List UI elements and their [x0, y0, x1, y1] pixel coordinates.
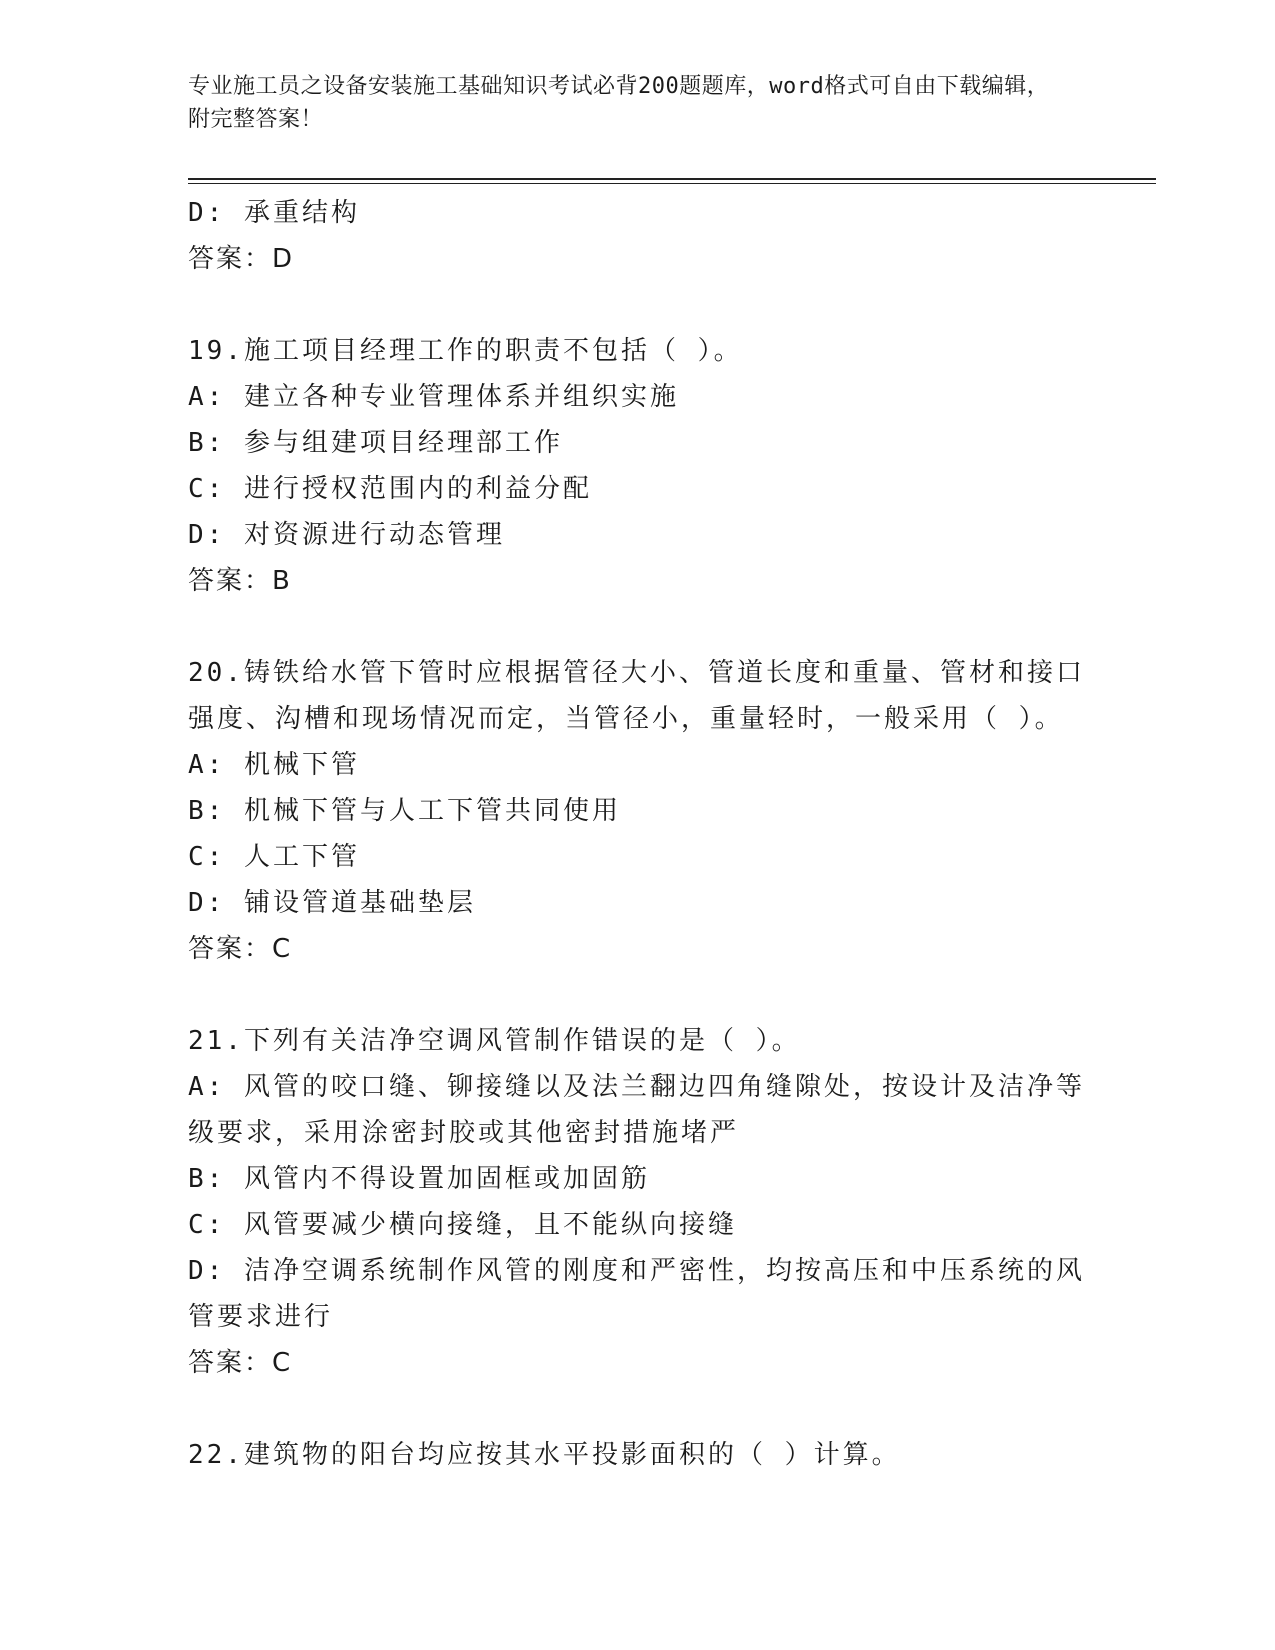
question-content: [188, 190, 1088, 1478]
spacer: [188, 1386, 1088, 1432]
question-line: 19.施工项目经理工作的职责不包括（ ）。: [188, 336, 743, 366]
answer-line: 答案：C: [188, 1348, 293, 1378]
option-line: D: 承重结构: [188, 198, 360, 228]
header-text: 专业施工员之设备安装施工基础知识考试必背200题题库，word格式可自由下载编辑，附完整答案！: [188, 74, 1050, 132]
document-header: [188, 70, 1068, 136]
option-line: D: 对资源进行动态管理: [188, 520, 505, 550]
option-line: C: 风管要减少横向接缝，且不能纵向接缝: [188, 1210, 737, 1240]
option-line: C: 人工下管: [188, 842, 360, 872]
option-line: A: 建立各种专业管理体系并组织实施: [188, 382, 679, 412]
question-line: 22.建筑物的阳台均应按其水平投影面积的（ ）计算。: [188, 1440, 901, 1470]
question-line: 21.下列有关洁净空调风管制作错误的是（ ）。: [188, 1026, 801, 1056]
spacer: [188, 972, 1088, 1018]
option-line: D: 洁净空调系统制作风管的刚度和严密性，均按高压和中压系统的风管要求进行: [188, 1256, 1085, 1332]
option-line: D: 铺设管道基础垫层: [188, 888, 476, 918]
option-line: C: 进行授权范围内的利益分配: [188, 474, 592, 504]
option-line: B: 机械下管与人工下管共同使用: [188, 796, 621, 826]
answer-line: 答案：B: [188, 566, 292, 596]
header-rule-thick: [188, 178, 1156, 180]
question-line: 20.铸铁给水管下管时应根据管径大小、管道长度和重量、管材和接口强度、沟槽和现场情况而定，当管径小，重量轻时，一般采用（ ）。: [188, 658, 1085, 734]
option-line: B: 风管内不得设置加固框或加固筋: [188, 1164, 650, 1194]
option-line: A: 机械下管: [188, 750, 360, 780]
header-rule-thin: [188, 183, 1156, 184]
spacer: [188, 604, 1088, 650]
option-line: B: 参与组建项目经理部工作: [188, 428, 563, 458]
answer-line: 答案：D: [188, 244, 295, 274]
option-line: A: 风管的咬口缝、铆接缝以及法兰翻边四角缝隙处，按设计及洁净等级要求，采用涂密封胶或其他密封措施堵严: [188, 1072, 1085, 1148]
answer-line: 答案：C: [188, 934, 293, 964]
spacer: [188, 282, 1088, 328]
